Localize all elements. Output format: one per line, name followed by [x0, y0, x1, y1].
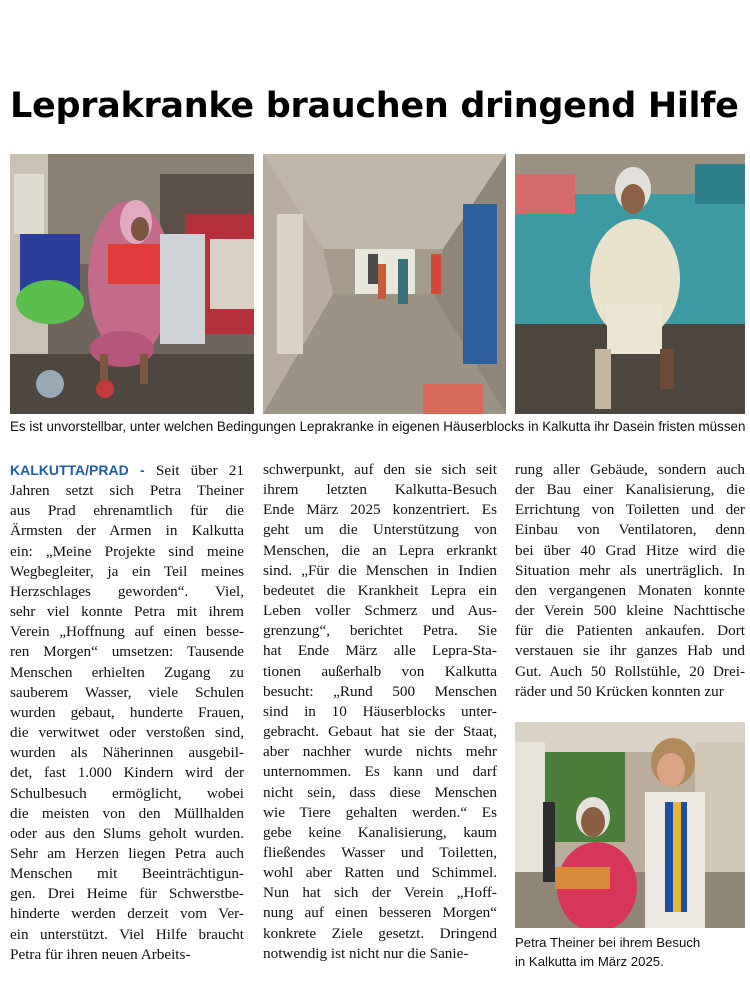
article-line: Ende März 2025 konzentriert. Es — [263, 501, 497, 519]
article-column-3 — [515, 460, 745, 702]
article-line: schwerpunkt, auf den sie sich seit — [263, 461, 497, 478]
article-line: bedeutet die Krankheit Lepra ein — [263, 581, 497, 599]
article-line: Einbau von Ventilatoren, denn — [515, 521, 745, 539]
article-line: geht um die Unterstützung von — [263, 521, 497, 539]
article-column-2 — [263, 460, 497, 964]
article-line: KALKUTTA/PRAD - Seit über 21 — [10, 462, 244, 479]
article-line: hinderte werden derzeit vom Ver- — [10, 905, 244, 923]
article-line: nicht sein, dass diese Menschen — [263, 783, 497, 801]
article-line: gen. Drei Heime für Schwerstbe- — [10, 885, 244, 903]
article-line: nung auf einen besseren Morgen“ — [263, 904, 497, 922]
dateline: KALKUTTA/PRAD - — [10, 462, 156, 478]
article-line: für die Patienten ankaufen. Dort — [515, 622, 745, 640]
article-line: rung aller Gebäude, sondern auch — [515, 461, 745, 478]
article-line: sind. „Für die Menschen in Indien — [263, 561, 497, 579]
article-line: Herzschlages geworden“. Viel, — [10, 582, 244, 600]
article-line: besucht: „Rund 500 Menschen — [263, 682, 497, 700]
article-line: ihrem letzten Kalkutta-Besuch — [263, 481, 497, 499]
article-line: aber nachher wurde nichts mehr — [263, 743, 497, 761]
article-line: oder aus den Slums geholt wurden. — [10, 824, 244, 842]
article-column-1 — [10, 460, 244, 965]
article-line: sind in 10 Häuserblocks unter- — [263, 702, 497, 720]
article-line: notwendig ist nicht nur die Sanie- — [263, 944, 469, 962]
article-line: Sehr am Herzen liegen Petra auch — [10, 844, 244, 862]
photo-caption — [515, 933, 745, 971]
article-line: Menschen, die an Lepra erkrankt — [263, 541, 497, 559]
elderly-woman-on-bed-photo — [515, 154, 745, 414]
article-line: Menschen mit Beeinträchtigun- — [10, 865, 244, 883]
corridor-photo — [263, 154, 506, 414]
article-line: Gut. Auch 50 Rollstühle, 20 Drei- — [515, 662, 745, 680]
article-line: grenzung“, berichtet Petra. Sie — [263, 622, 497, 640]
article-line: aus Prad ehrenamtlich für die — [10, 502, 244, 520]
woman-on-floor-photo — [10, 154, 254, 414]
article-line: unternommen. Es kann und darf — [263, 763, 497, 781]
article-line: Schulbesuch ermöglicht, wobei — [10, 784, 244, 802]
article-line: wurden als Näherinnen ausgebil- — [10, 744, 244, 762]
article-line: Errichtung von Toiletten und der — [515, 501, 745, 519]
article-line: gebracht. Gebaut hat sie der Staat, — [263, 723, 497, 741]
article-line: verstauen sie ihr ganzes Hab und — [515, 642, 745, 660]
article-line: Wegbegleiter, ja ein Teil meines — [10, 562, 244, 580]
article-line: gebe keine Kanalisierung, kaum — [263, 823, 497, 841]
article-line: ein unterstützt. Viel Hilfe braucht — [10, 925, 244, 943]
article-line: konkrete Ziele gesetzt. Dringend — [263, 924, 497, 942]
article-line: tionen außerhalb von Kalkutta — [263, 662, 497, 680]
article-line: den vergangenen Monaten konnte — [515, 581, 745, 599]
article-line: der Bau einer Kanalisierung, die — [515, 481, 745, 499]
photo-caption-line: in Kalkutta im März 2025. — [515, 954, 664, 969]
article-line: bei über 40 Grad Hitze wird die — [515, 541, 745, 559]
article-line: ren Morgen“ umsetzen: Tausende — [10, 643, 244, 661]
article-line: sehr viel konnte Petra mit ihrem — [10, 603, 244, 621]
article-line: wohl aber Ratten und Schimmel. — [263, 864, 497, 882]
article-line: Petra für ihren neuen Arbeits- — [10, 945, 191, 963]
article-line: die verwitwet oder verstoßen sind, — [10, 724, 244, 742]
article-line: räder und 50 Krücken konnten zur — [515, 682, 724, 700]
article-line: der Verein 500 kleine Nachttische — [515, 602, 745, 620]
article-line: Nun hat sich der Verein „Hoff- — [263, 884, 497, 902]
article-line: hat Ende März alle Lepra-Sta- — [263, 642, 497, 660]
article-line: sauberem Wasser, viele Schulen — [10, 683, 244, 701]
article-line: Jahren setzt sich Petra Theiner — [10, 482, 244, 500]
article-line: ein: „Meine Projekte sind meine — [10, 542, 244, 560]
headline: Leprakranke brauchen dringend Hilfe — [10, 86, 739, 126]
petra-visit-photo — [515, 722, 745, 928]
main-photo-caption: Es ist unvorstellbar, unter welchen Bedingungen Leprakranke in eigenen Häuserblocks in Kalkutta ihr Dasein fristen müssen — [10, 419, 746, 434]
article-line: Leben voller Schmerz und Aus- — [263, 602, 497, 620]
photo-caption-line: Petra Theiner bei ihrem Besuch — [515, 935, 701, 950]
article-line: Menschen erhielten Zugang zu — [10, 663, 244, 681]
article-line: Ärmsten der Armen in Kalkutta — [10, 522, 244, 540]
article-line: fließendes Wasser und Toiletten, — [263, 843, 497, 861]
article-line: det, fast 1.000 Kindern wird der — [10, 764, 244, 782]
article-line: Verein „Hoffnung auf einen besse- — [10, 623, 244, 641]
article-line: wurden gebaut, hunderte Frauen, — [10, 703, 244, 721]
article-line: die meisten von den Müllhalden — [10, 804, 244, 822]
article-line: Situation mehr als unerträglich. In — [515, 561, 745, 579]
article-line: wie Tiere gehalten werden.“ Es — [263, 803, 497, 821]
